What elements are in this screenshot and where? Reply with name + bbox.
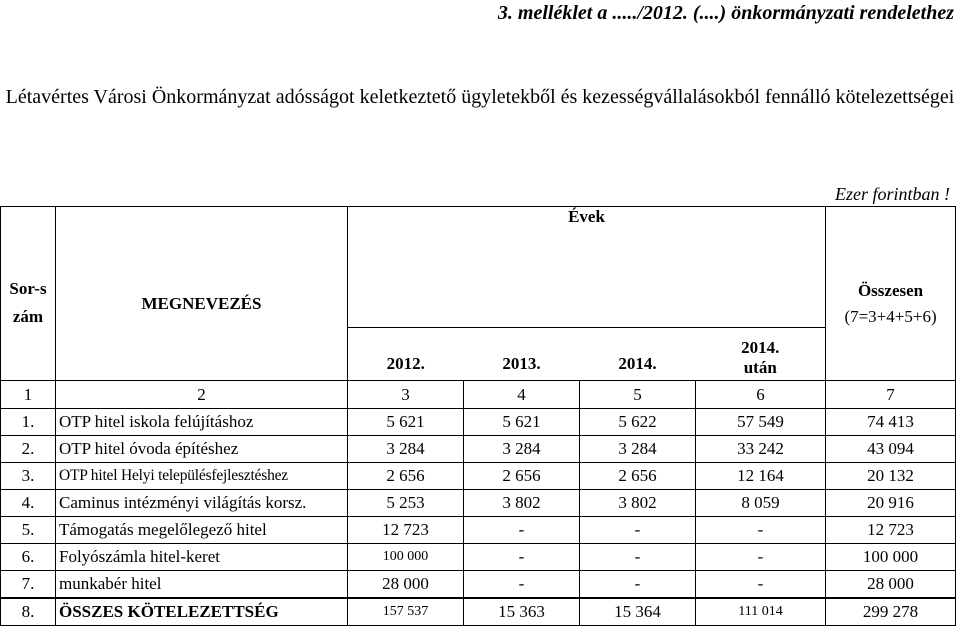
total-after-2014: 111 014 (696, 598, 826, 626)
row-total: 20 916 (826, 490, 956, 517)
document-title: Létavértes Városi Önkormányzat adósságot keletkeztető ügyletekből és kezességvállalásokból fennálló kötelezettségei (5, 86, 955, 108)
total-row (1, 598, 956, 626)
row-2014: 5 622 (580, 409, 696, 436)
header-after-2014 (696, 328, 826, 381)
table-row (1, 409, 956, 436)
col-number-4: 4 (464, 381, 580, 409)
row-2013: - (464, 517, 580, 544)
table-row (1, 517, 956, 544)
table-row (1, 544, 956, 571)
row-2012: 12 723 (348, 517, 464, 544)
row-2014: 3 802 (580, 490, 696, 517)
row-index: 1. (1, 409, 56, 436)
row-total: 74 413 (826, 409, 956, 436)
row-after-2014: 8 059 (696, 490, 826, 517)
col-number-6: 6 (696, 381, 826, 409)
row-2012: 28 000 (348, 571, 464, 599)
header-osszesen (826, 207, 956, 381)
row-name: Folyószámla hitel-keret (56, 544, 348, 571)
row-name: OTP hitel óvoda építéshez (56, 436, 348, 463)
row-2014: - (580, 571, 696, 599)
col-number-5: 5 (580, 381, 696, 409)
col-number-7: 7 (826, 381, 956, 409)
row-name: Támogatás megelőlegező hitel (56, 517, 348, 544)
row-2013: - (464, 544, 580, 571)
header-sorszam: Sor-szám (1, 207, 56, 381)
row-total: 20 132 (826, 463, 956, 490)
annex-reference: 3. melléklet a ...../2012. (....) önkormányzati rendelethez (497, 2, 954, 24)
row-index: 3. (1, 463, 56, 490)
row-name: OTP hitel iskola felújításhoz (56, 409, 348, 436)
row-index: 7. (1, 571, 56, 599)
row-2014: - (580, 544, 696, 571)
row-index: 5. (1, 517, 56, 544)
header-row (1, 207, 956, 328)
row-total: 100 000 (826, 544, 956, 571)
row-2013: 5 621 (464, 409, 580, 436)
row-2013: 3 284 (464, 436, 580, 463)
row-name: munkabér hitel (56, 571, 348, 599)
row-after-2014: 33 242 (696, 436, 826, 463)
row-index: 2. (1, 436, 56, 463)
row-2014: 2 656 (580, 463, 696, 490)
row-name: Caminus intézményi világítás korsz. (56, 490, 348, 517)
row-2012: 2 656 (348, 463, 464, 490)
row-2013: 2 656 (464, 463, 580, 490)
row-after-2014: - (696, 544, 826, 571)
row-2014: 3 284 (580, 436, 696, 463)
header-osszesen-formula: (7=3+4+5+6) (844, 306, 937, 326)
col-number-1: 1 (1, 381, 56, 409)
row-after-2014: - (696, 571, 826, 599)
row-after-2014: 12 164 (696, 463, 826, 490)
row-2013: 3 802 (464, 490, 580, 517)
row-after-2014: 57 549 (696, 409, 826, 436)
header-after-label: után (743, 358, 777, 377)
row-total: 43 094 (826, 436, 956, 463)
row-2012: 5 621 (348, 409, 464, 436)
row-2012: 100 000 (348, 544, 464, 571)
total-index: 8. (1, 598, 56, 626)
header-osszesen-label: Összesen (857, 280, 924, 300)
currency-note: Ezer forintban ! (835, 184, 950, 204)
row-2012: 3 284 (348, 436, 464, 463)
col-number-3: 3 (348, 381, 464, 409)
row-index: 6. (1, 544, 56, 571)
row-total: 28 000 (826, 571, 956, 599)
table-row (1, 436, 956, 463)
total-2014: 15 364 (580, 598, 696, 626)
table-row (1, 571, 956, 599)
col-number-2: 2 (56, 381, 348, 409)
row-name: OTP hitel Helyi településfejlesztéshez (56, 463, 348, 490)
row-2012: 5 253 (348, 490, 464, 517)
header-megnevezes: MEGNEVEZÉS (56, 207, 348, 381)
header-year-2014: 2014. (618, 354, 657, 373)
table-row (1, 490, 956, 517)
total-sum: 299 278 (826, 598, 956, 626)
row-index: 4. (1, 490, 56, 517)
row-total: 12 723 (826, 517, 956, 544)
total-2013: 15 363 (464, 598, 580, 626)
row-2013: - (464, 571, 580, 599)
row-2014: - (580, 517, 696, 544)
table-row (1, 463, 956, 490)
header-evek: Évek (348, 207, 826, 328)
header-after-year: 2014. (741, 338, 780, 357)
header-year-2013: 2013. (502, 354, 541, 373)
debt-table (0, 206, 956, 626)
row-after-2014: - (696, 517, 826, 544)
header-year-2012: 2012. (348, 328, 464, 381)
column-number-row (1, 381, 956, 409)
total-name: ÖSSZES KÖTELEZETTSÉG (56, 598, 348, 626)
total-2012: 157 537 (348, 598, 464, 626)
